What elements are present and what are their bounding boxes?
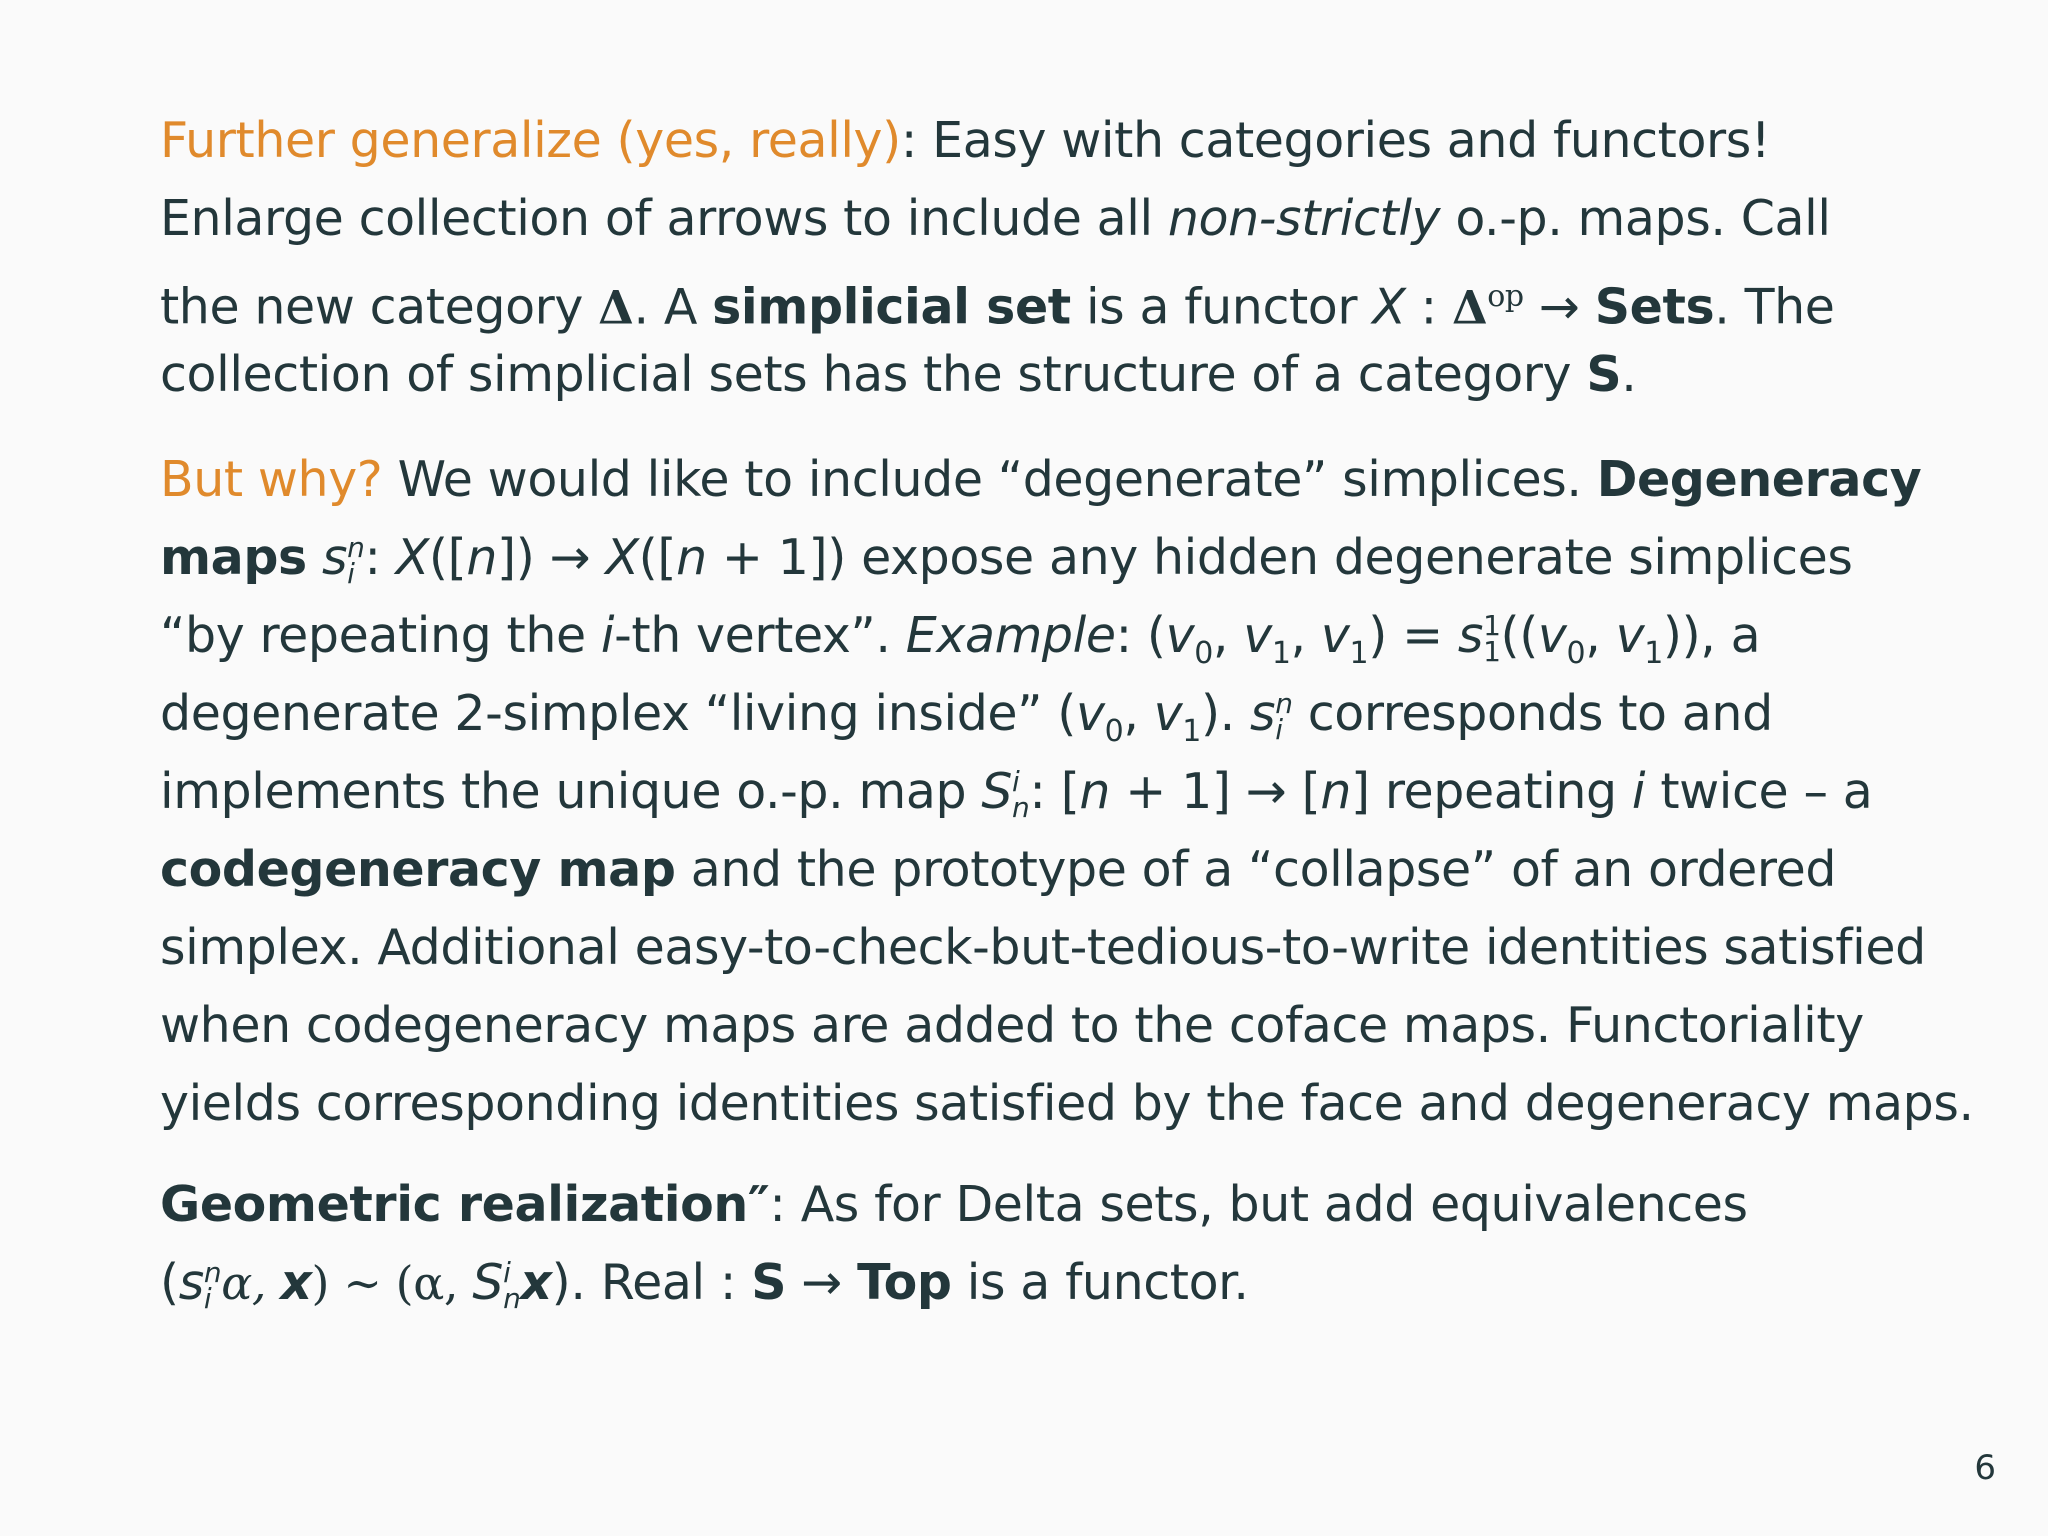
- text-run: →: [786, 1254, 858, 1311]
- text-run: ,: [1290, 607, 1321, 664]
- text-line: [160, 831, 1900, 909]
- text-run: .: [1621, 346, 1637, 403]
- text-line: [160, 909, 1926, 987]
- math-subscript: 1: [1644, 635, 1663, 671]
- text-run: ([: [638, 529, 677, 586]
- text-run: is a functor: [1070, 278, 1373, 336]
- term-simplicial-set: simplicial set: [712, 278, 1071, 336]
- math-subscript: 1: [1483, 634, 1501, 668]
- text-run: [307, 529, 322, 586]
- math-symbol: X: [395, 529, 429, 586]
- text-run: :: [364, 529, 396, 586]
- text-run: →: [1523, 278, 1595, 336]
- math-script: [1275, 686, 1293, 746]
- text-run: ). Real :: [551, 1254, 752, 1311]
- math-script: [347, 530, 365, 590]
- text-line: [160, 519, 1900, 597]
- text-run: ((: [1500, 607, 1538, 664]
- math-symbol: x: [520, 1254, 552, 1311]
- text-line: [160, 102, 1900, 180]
- math-script: [1483, 608, 1501, 668]
- text-run: :: [1405, 278, 1452, 336]
- page-number: 6: [1974, 1448, 1996, 1488]
- term-codegeneracy-map: codegeneracy map: [160, 841, 676, 898]
- text-run: yields corresponding identities satisfied by the face and degeneracy maps.: [160, 1075, 1974, 1132]
- text-line: [160, 258, 1900, 336]
- math-superscript: 1: [1483, 608, 1501, 642]
- text-run: non-strictly: [1167, 190, 1441, 247]
- term-geometric-realization: Geometric realization″: [160, 1176, 770, 1233]
- text-run: simplex. Additional easy-to-check-but-tedious-to-write identities satisfied: [160, 919, 1926, 976]
- math-symbol: v: [1153, 685, 1183, 742]
- text-run: )), a: [1662, 607, 1761, 664]
- math-subscript: 1: [1182, 713, 1201, 749]
- text-run: : (: [1115, 607, 1166, 664]
- term-category-s: S: [751, 1254, 787, 1311]
- text-run: ,: [1123, 685, 1154, 742]
- math-subscript: 0: [1104, 713, 1124, 749]
- math-symbol: n: [1320, 763, 1351, 820]
- math-symbol: s: [1250, 685, 1276, 742]
- math-superscript: n: [203, 1255, 222, 1289]
- text-line: [160, 1244, 1900, 1322]
- text-line: [160, 753, 1900, 831]
- text-line: [160, 597, 1900, 675]
- text-run: : Easy with categories and functors!: [900, 112, 1771, 169]
- math-subscript: 0: [1566, 635, 1586, 671]
- text-run: corresponds to and: [1292, 685, 1773, 742]
- math-subscript: 1: [1271, 635, 1291, 671]
- text-run: collection of simplicial sets has the structure of a category: [160, 346, 1587, 403]
- math-superscript: n: [347, 530, 365, 564]
- text-run: and the prototype of a “collapse” of an ordered: [675, 841, 1837, 898]
- math-symbol: X: [1372, 278, 1406, 336]
- math-symbol: s: [178, 1254, 204, 1311]
- math-symbol: S: [472, 1254, 504, 1311]
- math-symbol: v: [1076, 685, 1105, 742]
- paragraph-further-generalize: [160, 102, 1900, 414]
- text-run: (: [160, 1254, 179, 1311]
- text-run: -th vertex”.: [614, 607, 906, 664]
- math-subscript: 0: [1194, 635, 1213, 671]
- text-line: [160, 987, 1900, 1065]
- math-symbol: s: [321, 529, 348, 586]
- term-maps: maps: [160, 529, 307, 586]
- text-line: [160, 1166, 1900, 1244]
- text-run: “by repeating the: [160, 607, 601, 664]
- text-run: ] repeating: [1350, 763, 1632, 820]
- math-symbol: i: [600, 607, 615, 664]
- text-line: [160, 180, 1900, 258]
- text-run: We would like to include “degenerate” simplices.: [382, 451, 1597, 508]
- text-run: ,: [1212, 607, 1244, 664]
- accent-heading: Further generalize (yes, really): [160, 112, 901, 169]
- math-symbol: n: [1079, 763, 1111, 820]
- math-symbol: ) ∼ (α,: [311, 1256, 473, 1310]
- text-run: is a functor.: [951, 1254, 1249, 1311]
- paragraph-geometric-realization: [160, 1166, 1900, 1322]
- text-run: implements the unique o.-p. map: [160, 763, 982, 820]
- math-symbol: v: [1615, 607, 1645, 664]
- paragraph-but-why: [160, 441, 1974, 1143]
- text-run: when codegeneracy maps are added to the coface maps. Functoriality: [160, 997, 1864, 1054]
- math-symbol: v: [1537, 607, 1567, 664]
- text-run: ) =: [1368, 607, 1458, 664]
- math-subscript: 1: [1349, 635, 1369, 671]
- text-run: ([: [428, 529, 467, 586]
- text-run: ).: [1200, 685, 1251, 742]
- math-symbol: v: [1243, 607, 1272, 664]
- text-line: [160, 675, 1900, 753]
- math-script: [203, 1255, 222, 1315]
- term-sets: Sets: [1594, 278, 1715, 336]
- term-degeneracy: Degeneracy: [1596, 451, 1922, 508]
- math-symbol: s: [1457, 607, 1484, 664]
- text-run: Enlarge collection of arrows to include all: [160, 190, 1168, 247]
- accent-heading: But why?: [160, 451, 383, 508]
- math-subscript: i: [347, 556, 355, 590]
- text-run: ,: [1585, 607, 1616, 664]
- text-run: . The: [1714, 278, 1835, 336]
- math-superscript: n: [1275, 686, 1293, 720]
- math-superscript: i: [1012, 764, 1020, 798]
- text-line: [160, 336, 1900, 414]
- math-script: [503, 1255, 521, 1315]
- text-run: degenerate 2-simplex “living inside” (: [160, 685, 1077, 742]
- math-subscript: n: [503, 1281, 521, 1315]
- math-symbol: i: [1631, 763, 1646, 820]
- math-symbol: n: [676, 529, 707, 586]
- text-run: twice – a: [1645, 763, 1873, 820]
- math-symbol: n: [466, 529, 498, 586]
- text-run: Example: [905, 607, 1116, 664]
- text-run: ]) →: [497, 529, 606, 586]
- math-symbol: α,: [221, 1256, 281, 1310]
- math-subscript: i: [1275, 712, 1283, 746]
- term-category-s: S: [1586, 346, 1622, 403]
- text-run: + 1]) expose any hidden degenerate simplices: [706, 529, 1853, 586]
- math-symbol: X: [605, 529, 639, 586]
- text-line: [160, 1065, 1974, 1143]
- math-symbol: Δ: [1451, 280, 1488, 335]
- math-symbol: S: [981, 763, 1013, 820]
- text-run: . A: [633, 278, 713, 336]
- text-line: [160, 441, 1922, 519]
- term-top: Top: [857, 1254, 952, 1311]
- math-symbol: x: [280, 1254, 312, 1311]
- math-symbol: v: [1165, 607, 1195, 664]
- text-run: : [: [1029, 763, 1080, 820]
- math-symbol: v: [1320, 607, 1350, 664]
- text-run: : As for Delta sets, but add equivalences: [769, 1176, 1748, 1233]
- math-superscript: i: [503, 1255, 511, 1289]
- math-script: [1012, 764, 1030, 824]
- math-symbol: Δ: [598, 280, 634, 335]
- text-run: the new category: [160, 278, 599, 336]
- math-subscript: n: [1012, 790, 1030, 824]
- math-superscript: op: [1487, 279, 1524, 314]
- math-subscript: i: [203, 1281, 212, 1315]
- text-run: + 1] → [: [1110, 763, 1321, 820]
- text-run: o.-p. maps. Call: [1440, 190, 1831, 247]
